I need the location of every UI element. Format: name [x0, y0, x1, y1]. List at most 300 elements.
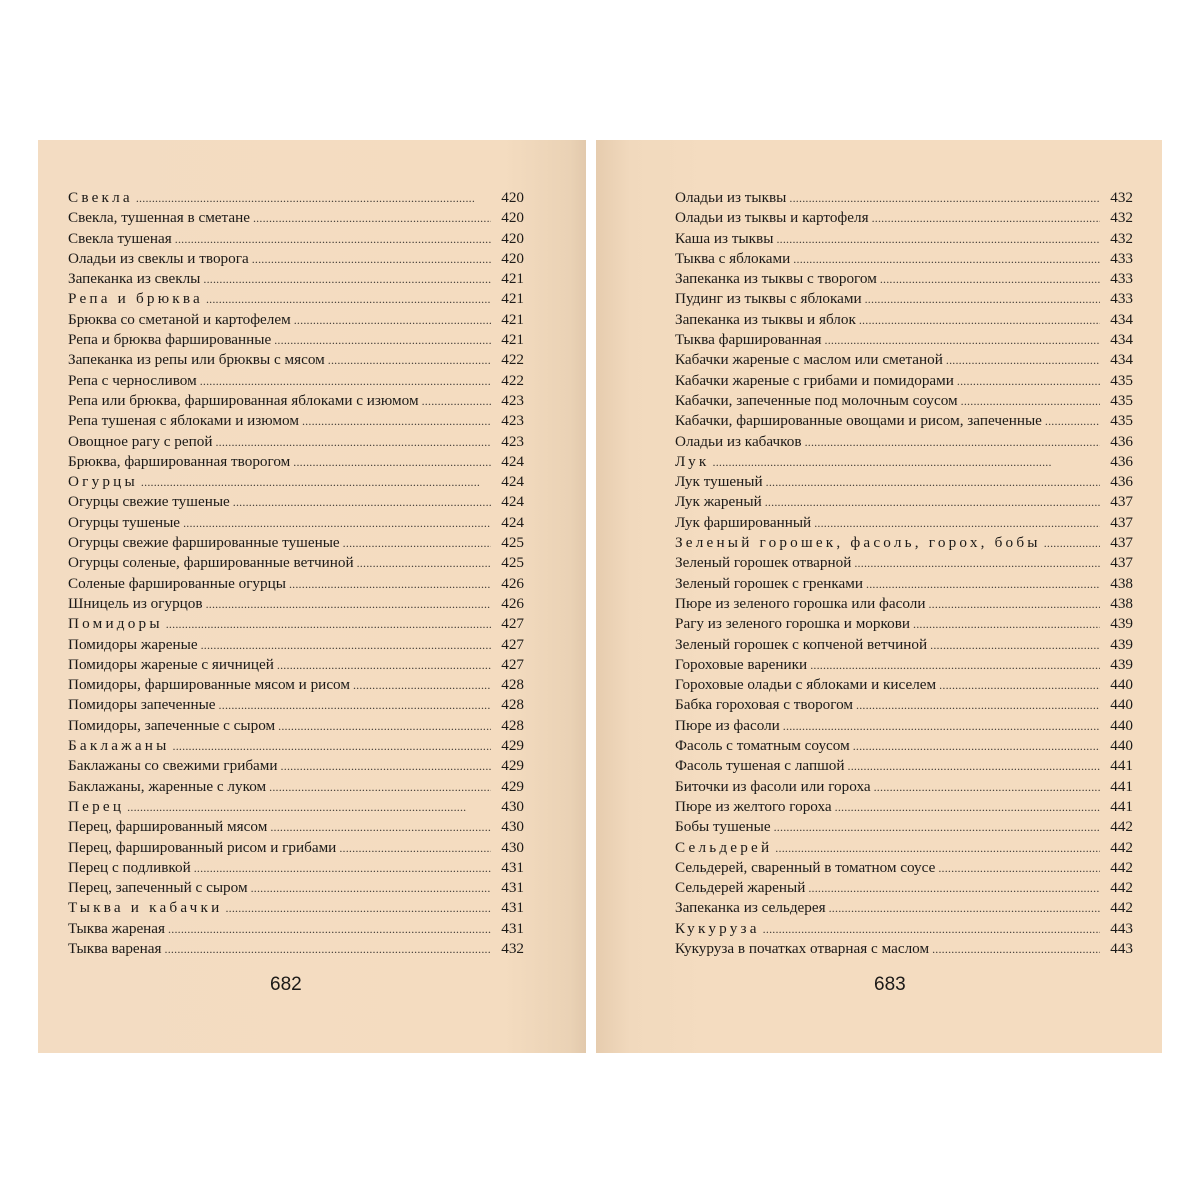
dot-leader — [776, 229, 1100, 249]
dot-leader — [1045, 411, 1100, 431]
dot-leader — [203, 269, 491, 289]
entry-page-number: 431 — [501, 899, 524, 917]
entry-page-number: 434 — [1110, 331, 1133, 349]
left-page — [38, 140, 586, 1053]
entry-page-number: 429 — [501, 777, 524, 795]
toc-section-entry — [675, 533, 1133, 553]
toc-entry — [675, 249, 1133, 269]
toc-entry — [68, 777, 524, 797]
toc-section-entry — [68, 898, 524, 918]
toc-entry — [675, 655, 1133, 675]
entry-title: Помидоры жареные с яичницей — [68, 655, 274, 673]
entry-page-number: 439 — [1110, 655, 1133, 673]
entry-page-number: 426 — [501, 594, 524, 612]
entry-title: Тыква вареная — [68, 939, 162, 957]
toc-entry — [68, 695, 524, 715]
entry-title: Кукуруза — [675, 919, 760, 937]
entry-title: Запеканка из тыквы и яблок — [675, 310, 856, 328]
toc-entry — [675, 716, 1133, 736]
entry-title: Фасоль с томатным соусом — [675, 737, 850, 755]
entry-page-number: 429 — [501, 737, 524, 755]
entry-title: Перец — [68, 797, 125, 815]
entry-page-number: 442 — [1110, 838, 1133, 856]
entry-page-number: 421 — [501, 310, 524, 328]
entry-title: Пюре из зеленого горошка или фасоли — [675, 594, 926, 612]
dot-leader — [1044, 533, 1100, 553]
entry-page-number: 438 — [1110, 574, 1133, 592]
dot-leader — [353, 675, 491, 695]
toc-entry — [675, 614, 1133, 634]
entry-title: Огурцы — [68, 473, 138, 491]
toc-entry — [675, 675, 1133, 695]
toc-entry — [675, 898, 1133, 918]
dot-leader — [765, 492, 1100, 512]
entry-page-number: 439 — [1110, 635, 1133, 653]
entry-page-number: 427 — [501, 635, 524, 653]
entry-title: Перец, фаршированный рисом и грибами — [68, 838, 337, 856]
toc-entry — [675, 878, 1133, 898]
entry-page-number: 428 — [501, 696, 524, 714]
entry-title: Зеленый горошек отварной — [675, 554, 852, 572]
dot-leader — [766, 472, 1100, 492]
entry-page-number: 441 — [1110, 757, 1133, 775]
toc-entry — [675, 492, 1133, 512]
entry-title: Кукуруза в початках отварная с маслом — [675, 939, 930, 957]
entry-page-number: 435 — [1110, 412, 1133, 430]
entry-page-number: 436 — [1110, 473, 1133, 491]
dot-leader — [233, 492, 491, 512]
dot-leader — [874, 777, 1100, 797]
dot-leader — [281, 756, 491, 776]
dot-leader — [200, 371, 491, 391]
entry-page-number: 421 — [501, 290, 524, 308]
entry-page-number: 420 — [501, 249, 524, 267]
entry-page-number: 442 — [1110, 818, 1133, 836]
dot-leader — [343, 533, 491, 553]
entry-title: Перец, фаршированный мясом — [68, 818, 268, 836]
dot-leader — [783, 716, 1100, 736]
dot-leader — [829, 898, 1100, 918]
dot-leader — [278, 716, 491, 736]
dot-leader — [127, 797, 491, 817]
entry-page-number: 433 — [1110, 249, 1133, 267]
entry-page-number: 427 — [501, 655, 524, 673]
toc-entry — [68, 675, 524, 695]
entry-page-number: 442 — [1110, 899, 1133, 917]
dot-leader — [175, 229, 491, 249]
toc-entry — [675, 594, 1133, 614]
entry-page-number: 443 — [1110, 939, 1133, 957]
toc-section-entry — [68, 188, 524, 208]
entry-page-number: 442 — [1110, 858, 1133, 876]
entry-page-number: 443 — [1110, 919, 1133, 937]
dot-leader — [930, 635, 1100, 655]
entry-title: Оладьи из тыквы — [675, 189, 787, 206]
entry-title: Пюре из фасоли — [675, 716, 780, 734]
dot-leader — [961, 391, 1100, 411]
entry-page-number: 438 — [1110, 594, 1133, 612]
entry-title: Свекла, тушенная в сметане — [68, 209, 250, 227]
entry-page-number: 431 — [501, 919, 524, 937]
dot-leader — [865, 289, 1100, 309]
entry-title: Тыква с яблоками — [675, 249, 791, 267]
entry-title: Репа и брюква — [68, 290, 203, 308]
entry-title: Тыква и кабачки — [68, 899, 223, 917]
entry-page-number: 424 — [501, 473, 524, 491]
entry-title: Огурцы свежие тушеные — [68, 493, 230, 511]
entry-title: Гороховые оладьи с яблоками и киселем — [675, 676, 937, 694]
entry-title: Помидоры, фаршированные мясом и рисом — [68, 676, 350, 694]
entry-title: Помидоры — [68, 615, 163, 633]
toc-entry — [675, 188, 1133, 208]
dot-leader — [201, 635, 491, 655]
entry-title: Зеленый горошек, фасоль, горох, бобы — [675, 534, 1041, 552]
toc-entry — [68, 655, 524, 675]
entry-page-number: 423 — [501, 432, 524, 450]
dot-leader — [805, 432, 1100, 452]
dot-leader — [141, 472, 491, 492]
dot-leader — [854, 553, 1100, 573]
entry-title: Зеленый горошек с гренками — [675, 574, 864, 592]
toc-entry — [675, 289, 1133, 309]
dot-leader — [136, 188, 491, 208]
entry-page-number: 424 — [501, 493, 524, 511]
toc-entry — [675, 391, 1133, 411]
entry-title: Перец с подливкой — [68, 858, 191, 876]
toc-entry — [68, 269, 524, 289]
toc-entry — [68, 756, 524, 776]
entry-title: Кабачки, запеченные под молочным соусом — [675, 391, 958, 409]
toc-section-entry — [675, 452, 1133, 472]
entry-page-number: 420 — [501, 189, 524, 206]
entry-title: Фасоль тушеная с лапшой — [675, 757, 845, 775]
entry-title: Запеканка из свеклы — [68, 270, 201, 288]
toc-entry — [675, 411, 1133, 431]
entry-title: Бабка гороховая с творогом — [675, 696, 854, 714]
dot-leader — [219, 695, 491, 715]
toc-entry — [68, 858, 524, 878]
dot-leader — [215, 432, 491, 452]
toc-section-entry — [68, 614, 524, 634]
entry-page-number: 427 — [501, 615, 524, 633]
toc-entry — [675, 371, 1133, 391]
toc-entry — [68, 553, 524, 573]
toc-entry — [68, 330, 524, 350]
table-of-contents-left — [68, 188, 524, 959]
dot-leader — [793, 249, 1100, 269]
toc-entry — [68, 635, 524, 655]
entry-page-number: 430 — [501, 818, 524, 836]
dot-leader — [946, 350, 1100, 370]
entry-page-number: 440 — [1110, 676, 1133, 694]
entry-page-number: 437 — [1110, 493, 1133, 511]
dot-leader — [165, 939, 491, 959]
entry-title: Сельдерей, сваренный в томатном соусе — [675, 858, 936, 876]
entry-page-number: 432 — [1110, 189, 1133, 206]
toc-entry — [675, 817, 1133, 837]
entry-page-number: 434 — [1110, 351, 1133, 369]
entry-page-number: 422 — [501, 351, 524, 369]
toc-entry — [68, 838, 524, 858]
dot-leader — [957, 371, 1100, 391]
entry-page-number: 421 — [501, 270, 524, 288]
toc-entry — [675, 736, 1133, 756]
entry-title: Запеканка из репы или брюквы с мясом — [68, 351, 325, 369]
entry-title: Шницель из огурцов — [68, 594, 203, 612]
dot-leader — [277, 655, 491, 675]
toc-entry — [68, 594, 524, 614]
entry-title: Кабачки жареные с грибами и помидорами — [675, 371, 954, 389]
toc-section-entry — [68, 797, 524, 817]
toc-entry — [68, 411, 524, 431]
entry-page-number: 431 — [501, 879, 524, 897]
entry-page-number: 437 — [1110, 554, 1133, 572]
right-page — [596, 140, 1162, 1053]
page-number-right: 683 — [874, 974, 906, 995]
entry-page-number: 432 — [501, 939, 524, 957]
toc-entry — [68, 817, 524, 837]
toc-entry — [675, 777, 1133, 797]
table-of-contents-right — [675, 188, 1133, 959]
entry-title: Овощное рагу с репой — [68, 432, 213, 450]
entry-title: Тыква жареная — [68, 919, 166, 937]
dot-leader — [357, 553, 491, 573]
page-number-left: 682 — [270, 974, 302, 995]
toc-entry — [675, 574, 1133, 594]
entry-page-number: 441 — [1110, 797, 1133, 815]
dot-leader — [932, 939, 1100, 959]
entry-page-number: 421 — [501, 331, 524, 349]
toc-entry — [675, 695, 1133, 715]
entry-page-number: 423 — [501, 412, 524, 430]
entry-page-number: 433 — [1110, 270, 1133, 288]
dot-leader — [835, 797, 1100, 817]
toc-entry — [675, 350, 1133, 370]
entry-title: Репа или брюква, фаршированная яблоками с изюмом — [68, 391, 419, 409]
dot-leader — [168, 919, 491, 939]
entry-title: Баклажаны — [68, 737, 170, 755]
entry-title: Пюре из желтого гороха — [675, 797, 832, 815]
entry-page-number: 429 — [501, 757, 524, 775]
entry-page-number: 431 — [501, 858, 524, 876]
dot-leader — [293, 452, 491, 472]
entry-title: Перец, запеченный с сыром — [68, 879, 248, 897]
toc-entry — [68, 229, 524, 249]
entry-title: Оладьи из тыквы и картофеля — [675, 209, 869, 227]
dot-leader — [206, 289, 491, 309]
toc-entry — [675, 858, 1133, 878]
toc-entry — [68, 208, 524, 228]
entry-title: Брюква, фаршированная творогом — [68, 452, 291, 470]
dot-leader — [775, 838, 1100, 858]
toc-entry — [675, 310, 1133, 330]
dot-leader — [302, 411, 491, 431]
entry-page-number: 424 — [501, 513, 524, 531]
entry-page-number: 426 — [501, 574, 524, 592]
dot-leader — [856, 695, 1100, 715]
toc-entry — [675, 208, 1133, 228]
entry-title: Брюква со сметаной и картофелем — [68, 310, 291, 328]
entry-page-number: 440 — [1110, 696, 1133, 714]
entry-page-number: 423 — [501, 391, 524, 409]
dot-leader — [251, 878, 491, 898]
toc-entry — [68, 391, 524, 411]
dot-leader — [825, 330, 1101, 350]
toc-entry — [675, 939, 1133, 959]
dot-leader — [866, 574, 1100, 594]
entry-title: Свекла тушеная — [68, 229, 172, 247]
dot-leader — [183, 513, 491, 533]
entry-title: Запеканка из тыквы с творогом — [675, 270, 877, 288]
entry-title: Оладьи из свеклы и творога — [68, 249, 249, 267]
entry-title: Пудинг из тыквы с яблоками — [675, 290, 862, 308]
book-gutter — [586, 140, 596, 1053]
entry-title: Биточки из фасоли или гороха — [675, 777, 871, 795]
entry-page-number: 434 — [1110, 310, 1133, 328]
toc-entry — [68, 452, 524, 472]
dot-leader — [274, 330, 491, 350]
toc-entry — [68, 716, 524, 736]
entry-title: Лук фаршированный — [675, 513, 812, 531]
dot-leader — [939, 675, 1100, 695]
toc-entry — [68, 492, 524, 512]
toc-entry — [675, 229, 1133, 249]
entry-title: Репа тушеная с яблоками и изюмом — [68, 412, 299, 430]
entry-page-number: 420 — [501, 209, 524, 227]
entry-page-number: 439 — [1110, 615, 1133, 633]
toc-entry — [675, 472, 1133, 492]
entry-title: Запеканка из сельдерея — [675, 899, 826, 917]
entry-page-number: 424 — [501, 452, 524, 470]
dot-leader — [853, 736, 1100, 756]
toc-entry — [68, 249, 524, 269]
toc-section-entry — [675, 838, 1133, 858]
toc-entry — [675, 756, 1133, 776]
dot-leader — [913, 614, 1100, 634]
entry-title: Каша из тыквы — [675, 229, 774, 247]
toc-entry — [675, 432, 1133, 452]
dot-leader — [810, 655, 1100, 675]
entry-title: Огурцы тушеные — [68, 513, 181, 531]
toc-entry — [68, 919, 524, 939]
toc-entry — [68, 513, 524, 533]
dot-leader — [270, 817, 491, 837]
entry-page-number: 425 — [501, 554, 524, 572]
entry-page-number: 430 — [501, 838, 524, 856]
entry-page-number: 432 — [1110, 229, 1133, 247]
entry-title: Зеленый горошек с копченой ветчиной — [675, 635, 928, 653]
entry-page-number: 436 — [1110, 452, 1133, 470]
entry-title: Лук — [675, 452, 710, 470]
entry-page-number: 442 — [1110, 879, 1133, 897]
entry-title: Лук тушеный — [675, 473, 763, 491]
entry-title: Лук жареный — [675, 493, 762, 511]
entry-title: Репа и брюква фаршированные — [68, 331, 272, 349]
toc-entry — [675, 513, 1133, 533]
toc-entry — [675, 797, 1133, 817]
dot-leader — [328, 350, 491, 370]
entry-title: Помидоры жареные — [68, 635, 198, 653]
dot-leader — [872, 208, 1100, 228]
entry-title: Тыква фаршированная — [675, 331, 822, 349]
entry-page-number: 432 — [1110, 209, 1133, 227]
dot-leader — [253, 208, 491, 228]
toc-entry — [675, 330, 1133, 350]
entry-page-number: 435 — [1110, 371, 1133, 389]
dot-leader — [166, 614, 491, 634]
dot-leader — [225, 898, 491, 918]
entry-page-number: 437 — [1110, 534, 1133, 552]
entry-title: Соленые фаршированные огурцы — [68, 574, 286, 592]
dot-leader — [339, 838, 491, 858]
entry-title: Кабачки, фаршированные овощами и рисом, запеченные — [675, 412, 1042, 430]
entry-title: Гороховые вареники — [675, 655, 808, 673]
toc-entry — [68, 310, 524, 330]
entry-title: Сельдерей — [675, 838, 773, 856]
dot-leader — [294, 310, 491, 330]
entry-page-number: 437 — [1110, 513, 1133, 531]
entry-title: Баклажаны со свежими грибами — [68, 757, 278, 775]
dot-leader — [422, 391, 491, 411]
dot-leader — [194, 858, 491, 878]
dot-leader — [928, 594, 1100, 614]
toc-entry — [68, 533, 524, 553]
dot-leader — [789, 188, 1100, 208]
entry-title: Баклажаны, жаренные с луком — [68, 777, 267, 795]
entry-page-number: 440 — [1110, 737, 1133, 755]
entry-title: Бобы тушеные — [675, 818, 771, 836]
toc-entry — [68, 371, 524, 391]
entry-title: Рагу из зеленого горошка и моркови — [675, 615, 910, 633]
toc-section-entry — [68, 736, 524, 756]
entry-page-number: 430 — [501, 797, 524, 815]
toc-entry — [68, 350, 524, 370]
dot-leader — [269, 777, 491, 797]
entry-page-number: 420 — [501, 229, 524, 247]
toc-entry — [68, 939, 524, 959]
toc-section-entry — [68, 472, 524, 492]
entry-title: Свекла — [68, 189, 133, 206]
entry-title: Огурцы свежие фаршированные тушеные — [68, 534, 340, 552]
entry-page-number: 440 — [1110, 716, 1133, 734]
entry-title: Помидоры запеченные — [68, 696, 216, 714]
toc-entry — [675, 553, 1133, 573]
dot-leader — [808, 878, 1100, 898]
entry-title: Сельдерей жареный — [675, 879, 806, 897]
entry-title: Огурцы соленые, фаршированные ветчиной — [68, 554, 354, 572]
entry-title: Помидоры, запеченные с сыром — [68, 716, 276, 734]
entry-page-number: 441 — [1110, 777, 1133, 795]
dot-leader — [814, 513, 1100, 533]
entry-title: Кабачки жареные с маслом или сметаной — [675, 351, 943, 369]
toc-entry — [68, 574, 524, 594]
dot-leader — [763, 919, 1100, 939]
toc-section-entry — [68, 289, 524, 309]
entry-page-number: 425 — [501, 534, 524, 552]
dot-leader — [859, 310, 1100, 330]
toc-section-entry — [675, 919, 1133, 939]
dot-leader — [206, 594, 491, 614]
dot-leader — [880, 269, 1100, 289]
entry-page-number: 436 — [1110, 432, 1133, 450]
entry-page-number: 428 — [501, 716, 524, 734]
entry-title: Оладьи из кабачков — [675, 432, 802, 450]
toc-entry — [68, 432, 524, 452]
dot-leader — [173, 736, 491, 756]
dot-leader — [938, 858, 1100, 878]
toc-entry — [68, 878, 524, 898]
entry-page-number: 422 — [501, 371, 524, 389]
